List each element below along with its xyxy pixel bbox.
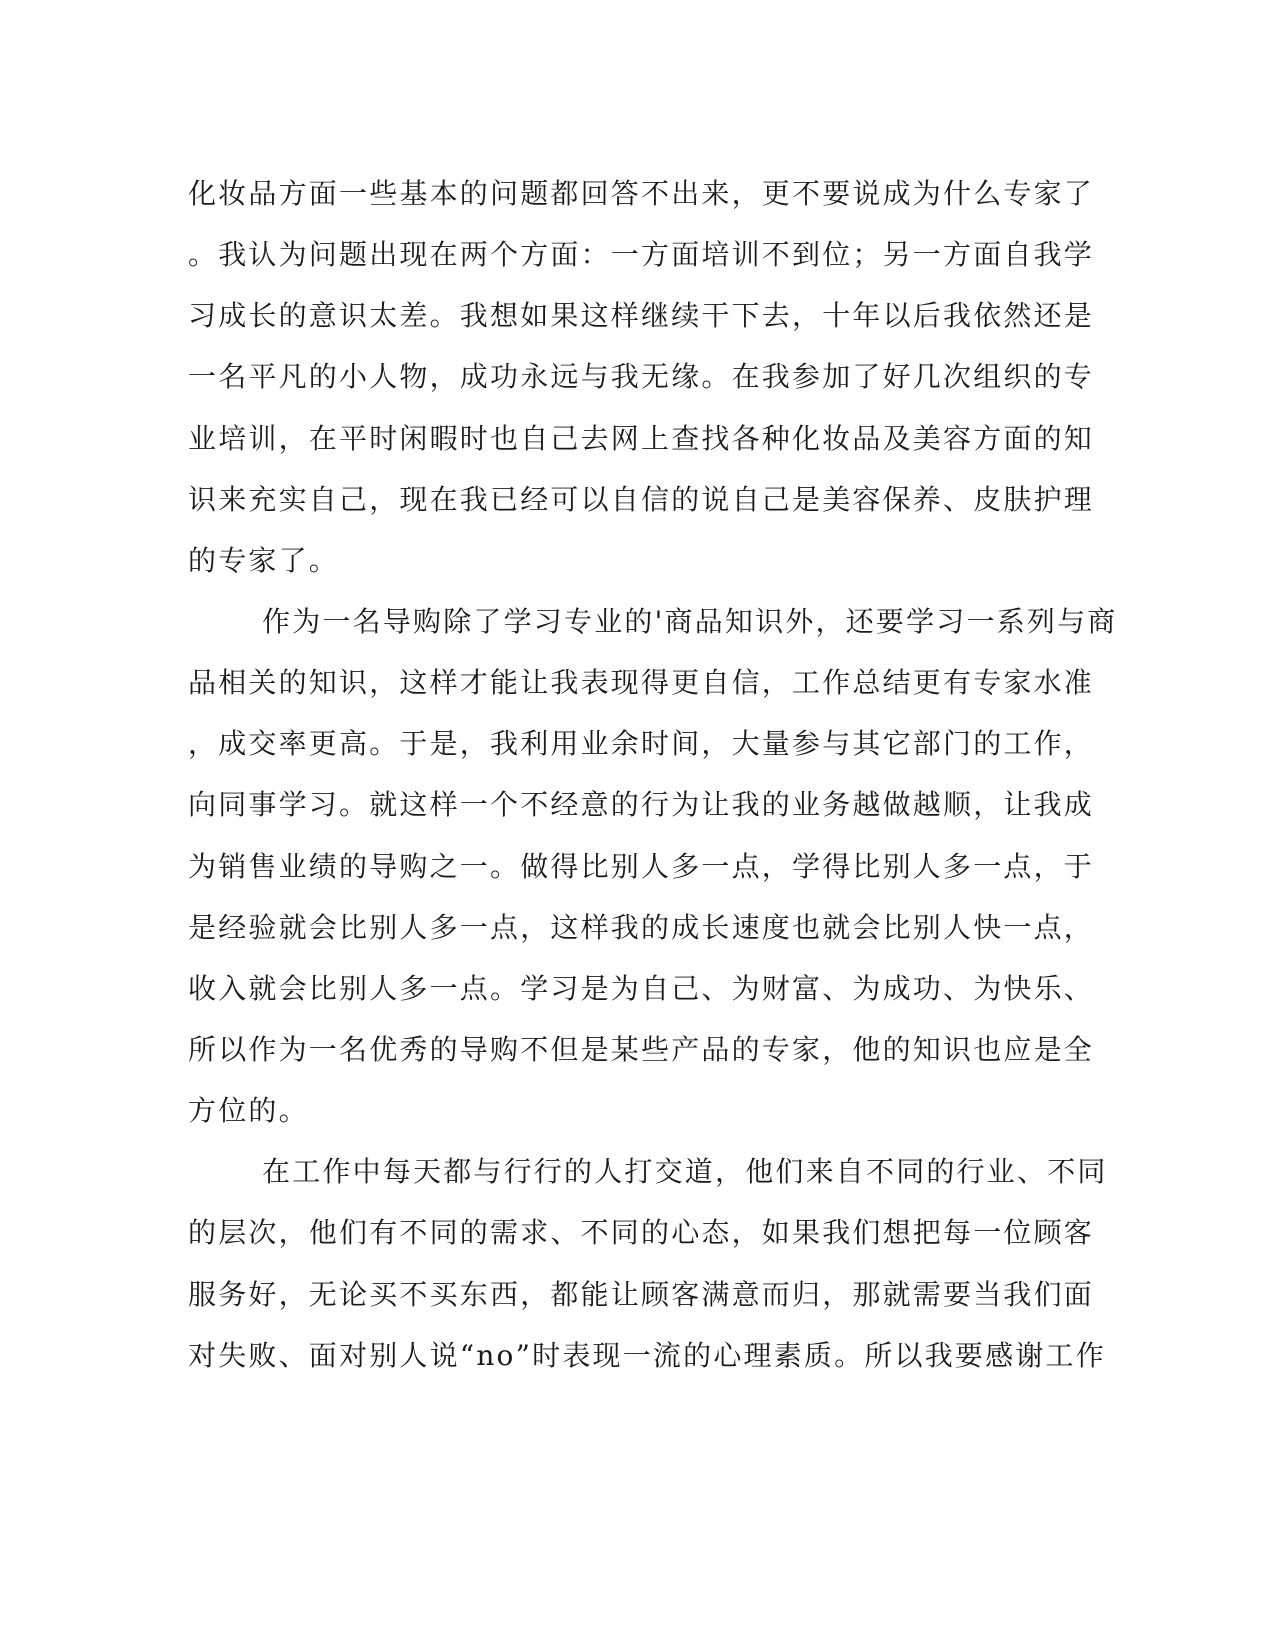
text-line: 向同事学习。就这样一个不经意的行为让我的业务越做越顺，让我成	[188, 788, 1095, 822]
text-line: 化妆品方面一些基本的问题都回答不出来，更不要说成为什么专家了	[188, 177, 1095, 210]
text-line: 对失败、面对别人说“no”时表现一流的心理素质。所以我要感谢工作	[188, 1338, 1106, 1372]
text-line: 收入就会比别人多一点。学习是为自己、为财富、为成功、为快乐、	[188, 971, 1095, 1005]
text-line: 一名平凡的小人物，成功永远与我无缘。在我参加了好几次组织的专	[188, 360, 1095, 394]
text-line: 所以作为一名优秀的导购不但是某些产品的专家，他的知识也应是全	[188, 1032, 1095, 1066]
text-line: 是经验就会比别人多一点，这样我的成长速度也就会比别人快一点，	[188, 910, 1095, 944]
text-line: 方位的。	[188, 1094, 309, 1128]
text-line: 服务好，无论买不买东西，都能让顾客满意而归，那就需要当我们面	[188, 1277, 1095, 1311]
text-line: 品相关的知识，这样才能让我表现得更自信，工作总结更有专家水准	[188, 666, 1095, 700]
text-line: 业培训，在平时闲暇时也自己去网上查找各种化妆品及美容方面的知	[188, 421, 1095, 455]
paragraph-first-line: 作为一名导购除了学习专业的'商品知识外，还要学习一系列与商	[262, 604, 1118, 638]
text-line: ，成交率更高。于是，我利用业余时间，大量参与其它部门的工作，	[188, 727, 1095, 761]
paragraph-first-line: 在工作中每天都与行行的人打交道，他们来自不同的行业、不同	[262, 1155, 1108, 1189]
text-line: 。我认为问题出现在两个方面：一方面培训不到位；另一方面自我学	[188, 238, 1095, 272]
body-text	[188, 163, 1118, 1386]
text-line: 识来充实自己，现在我已经可以自信的说自己是美容保养、皮肤护理	[188, 482, 1095, 516]
text-line: 为销售业绩的导购之一。做得比别人多一点，学得比别人多一点，于	[188, 849, 1095, 883]
text-line: 习成长的意识太差。我想如果这样继续干下去，十年以后我依然还是	[188, 299, 1095, 333]
text-line: 的层次，他们有不同的需求、不同的心态，如果我们想把每一位顾客	[188, 1216, 1095, 1250]
text-line: 的专家了。	[188, 543, 340, 577]
